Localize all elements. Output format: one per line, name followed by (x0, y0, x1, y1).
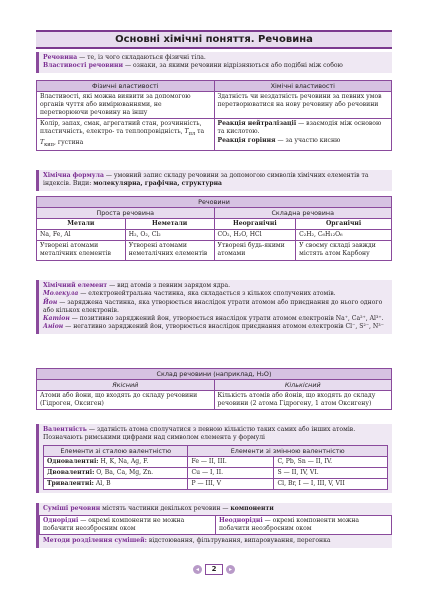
molecule-text: — електронейтральна частинка, яка складається з кількох сполучених атомів. (78, 290, 336, 298)
heterogeneous-term: Неоднорідні (219, 517, 263, 525)
chemical-properties-definition: Здатність чи нездатність речовини за певних умов перетворюватися на нову речовину або речовини (214, 92, 392, 119)
variable-valence-cell: Fe — II, III. (188, 456, 274, 467)
simple-substance-header: Проста речовина (37, 208, 215, 219)
neutralization-term: Реакція нейтралізації (217, 120, 297, 128)
inorganic-header: Неорганічні (214, 219, 296, 230)
inorganic-description: Утворені будь-якими атомами (214, 241, 296, 260)
mixtures-definition (39, 505, 392, 513)
mixtures-block (36, 503, 392, 548)
constant-valence-row (44, 456, 188, 467)
ion-term: Йон (43, 298, 58, 306)
metals-description: Утворені атомами металічних елементів (37, 241, 126, 260)
neutralization-text: — взаємодія між основою та кислотою. (217, 120, 382, 136)
page (36, 0, 392, 600)
anion-definition (43, 323, 388, 331)
physical-properties-header: Фізичні властивості (37, 81, 215, 92)
formula-text: — умовний запис складу речовини за допомогою символів хімічних елементів та індексів. Види: (43, 172, 369, 188)
properties-table (36, 80, 392, 151)
variable-valence-cell: C, Pb, Sn — II, IV. (274, 456, 388, 467)
valence-term: Валентність (43, 426, 87, 433)
element-definition (43, 282, 388, 290)
mixtures-term: Суміші речовин (43, 505, 101, 512)
molecule-definition (43, 290, 388, 298)
qualitative-header: Якісний (37, 380, 215, 391)
valence-label: Тривалентні: (47, 479, 94, 487)
substance-definition (43, 54, 388, 62)
anion-term: Аніон (43, 323, 64, 331)
methods-term: Методи розділення сумішей: (43, 537, 147, 545)
organic-examples: C₂H₂, C₆H₁₂O₆ (296, 230, 392, 241)
variable-valence-header: Елементи зі змінною валентністю (188, 445, 388, 456)
valence-definition (43, 426, 388, 443)
constant-valence-row (44, 478, 188, 489)
homogeneous-text: — окремі компоненти не можна побачити неозброєним оком (43, 517, 185, 533)
heterogeneous-text: — окремі компоненти можна побачити неозброєним оком (219, 517, 360, 533)
combustion-text: — за участю кисню (275, 136, 341, 144)
combustion-term: Реакція горіння (217, 136, 276, 144)
element-ion-block (36, 280, 392, 334)
composition-header: Склад речовини (наприклад, H₂O) (37, 369, 392, 380)
element-term: Хімічний елемент (43, 282, 108, 289)
valence-table (43, 445, 388, 490)
ion-definition (43, 299, 388, 316)
quantitative-header: Кількісний (214, 380, 392, 391)
nonmetals-description: Утворені атомами неметалічних елементів (125, 241, 214, 260)
page-title: Основні хімічні поняття. Речовина (36, 30, 392, 49)
homogeneous-term: Однорідні (43, 517, 79, 525)
formula-kinds: молекулярна, графічна, структурна (93, 180, 222, 188)
constant-valence-header: Елементи зі сталою валентністю (44, 445, 188, 456)
constant-valence-row (44, 467, 188, 478)
valence-elements: Al, B (93, 479, 111, 487)
organic-description: У своєму складі завжди містять атом Карбону (296, 241, 392, 260)
next-page-button[interactable]: ▸ (226, 565, 235, 574)
nonmetals-header: Неметали (125, 219, 214, 230)
heterogeneous-cell (216, 516, 392, 535)
substance-term: Речовина (43, 54, 78, 61)
valence-label: Двовалентні: (47, 468, 95, 476)
qualitative-text: Атоми або йони, що входять до складу речовини (Гідроген, Оксиген) (37, 391, 215, 410)
chemical-properties-examples (214, 119, 392, 151)
valence-block (36, 424, 392, 493)
complex-substance-header: Складна речовина (214, 208, 392, 219)
properties-term: Властивості речовини (43, 62, 124, 70)
formula-block (36, 170, 392, 191)
substance-text: — те, із чого складаються фізичні тіла. (77, 54, 206, 61)
molecule-term: Молекула (43, 290, 79, 298)
mixtures-table (39, 515, 392, 535)
page-number: 2 (205, 564, 223, 575)
variable-valence-cell: P — III, V (188, 478, 274, 489)
homogeneous-cell (40, 516, 216, 535)
cation-term: Катіон (43, 315, 70, 323)
quantitative-text: Кількість атомів або йонів, що входять до складу речовини (2 атома Гідрогену, 1 атом Оксигену) (214, 391, 392, 410)
chemical-properties-header: Хімічні властивості (214, 81, 392, 92)
mixtures-text: містять частинки декількох речовин — (100, 505, 231, 512)
properties-text: — ознаки, за якими речовини відрізняються або подібні між собою (123, 62, 343, 70)
ion-text: — заряджена частинка, яка утворюється внаслідок утрати атомом або приєднання до нього одного або кількох електронів. (43, 298, 383, 314)
page-navigation (193, 564, 235, 576)
anion-text: — негативно заряджений йон, утворюється внаслідок приєднання атомом електронів Cl⁻, S²⁻, N³⁻ (63, 323, 384, 331)
definitions-substance-block (36, 52, 392, 73)
metals-header: Метали (37, 219, 126, 230)
organic-header: Органічні (296, 219, 392, 230)
physical-properties-definition: Властивості, які можна виявити за допомогою органів чуття або вимірюваннями, не перетворюючи речовину на іншу (37, 92, 215, 119)
inorganic-examples: CO₂, H₂O, HCl (214, 230, 296, 241)
separation-methods (39, 537, 392, 545)
properties-definition (43, 62, 388, 70)
cation-text: — позитивно заряджений йон, утворюється внаслідок утрати атомом електронів Na⁺, Ca²⁺, Al³⁺. (69, 315, 384, 323)
variable-valence-cell: Cl, Br, I — I, III, V, VII (274, 478, 388, 489)
metals-examples: Na, Fe, Al (37, 230, 126, 241)
methods-text: відстоювання, фільтрування, випаровування, перегонка (146, 537, 331, 545)
physical-properties-examples: Колір, запах, смак, агрегатний стан, розчинність, пластичність, електро- та теплопровідність, $T_{пл}$ та $T_{кип}$, густина (37, 119, 215, 151)
substances-header: Речовини (37, 197, 392, 208)
valence-elements: H, K, Na, Ag, F. (98, 457, 149, 465)
mixtures-components: компоненти (230, 505, 274, 512)
cation-definition (43, 315, 388, 323)
valence-elements: O, Ba, Ca, Mg, Zn. (94, 468, 154, 476)
nonmetals-examples: H₂, O₂, Cl₂ (125, 230, 214, 241)
variable-valence-cell: S — II, IV, VI. (274, 467, 388, 478)
valence-text: — здатність атома сполучатися з певною кількістю таких самих або інших атомів. Позначають римськими цифрами над символом елемента у формулі (43, 426, 356, 442)
element-text: — вид атомів з певним зарядом ядра. (107, 282, 231, 289)
previous-page-button[interactable]: ◂ (193, 565, 202, 574)
formula-term: Хімічна формула (43, 172, 104, 179)
variable-valence-cell: Cu — I, II. (188, 467, 274, 478)
composition-table (36, 368, 392, 410)
substances-table (36, 196, 392, 261)
valence-label: Одновалентні: (47, 457, 99, 465)
